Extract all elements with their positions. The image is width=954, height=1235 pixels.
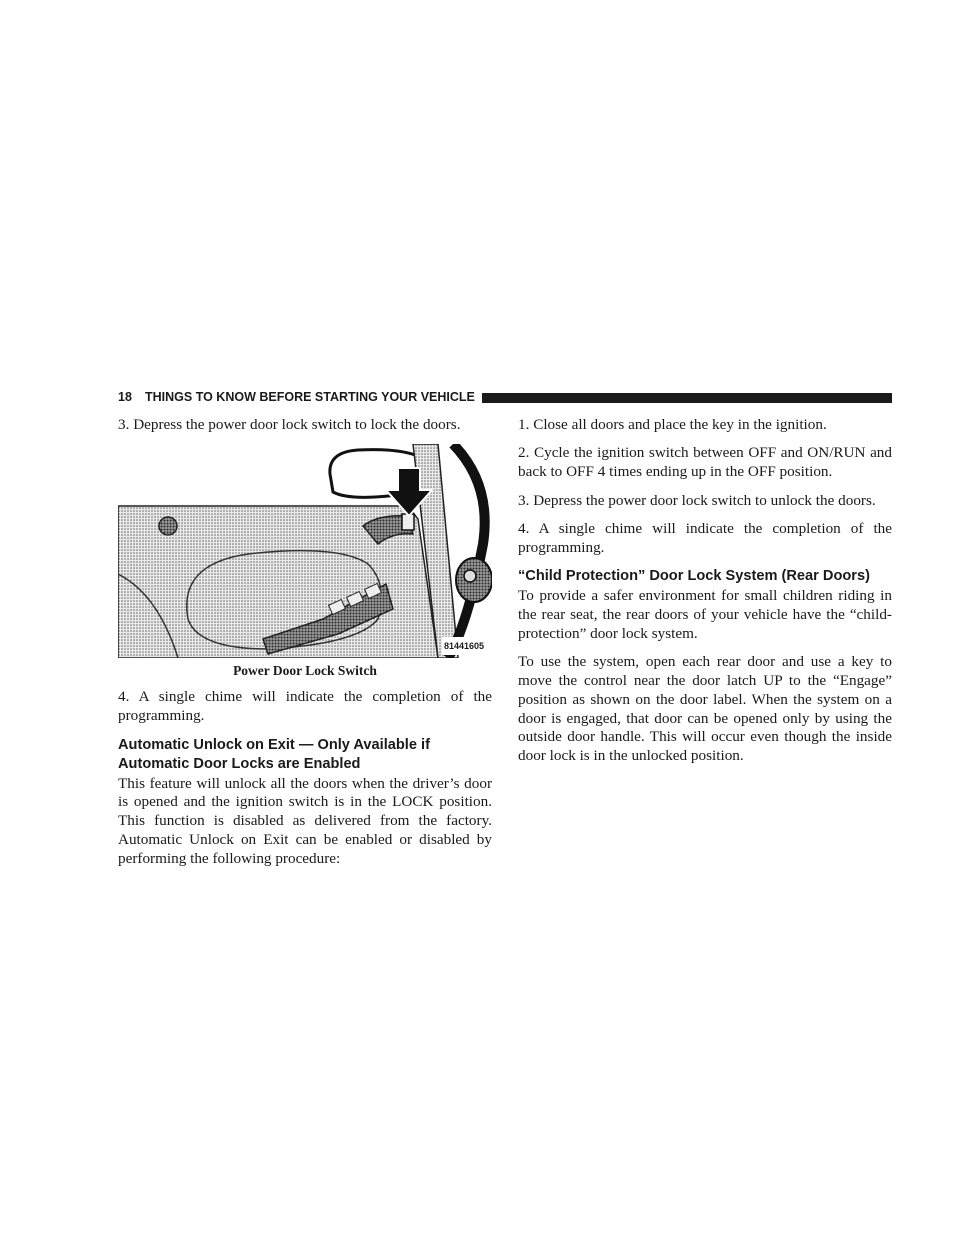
auto-unlock-body: This feature will unlock all the doors when the driver’s door is opened and the ignition switch is in the LOCK position. This function is disabled as delivered from the factory. Automatic Unlock on Exit can be enabled or disabled by performing the following procedure:	[118, 774, 492, 867]
figure-caption: Power Door Lock Switch	[233, 663, 377, 679]
left-column	[118, 416, 492, 878]
child-protection-usage: To use the system, open each rear door and use a key to move the control near the door latch UP to the “Engage” position as shown on the door label. When the system on a door is engaged, that door can be opened only by using the outside door handle. This will occur even though the inside door lock is in the unlocked position.	[518, 653, 892, 765]
page-number: 18	[118, 390, 133, 404]
child-protection-intro: To provide a safer environment for small children riding in the rear seat, the rear doors of your vehicle have the “child-protection” door lock system.	[518, 587, 892, 642]
step-4-chime-left: 4. A single chime will indicate the completion of the programming.	[118, 688, 492, 725]
heading-auto-unlock: Automatic Unlock on Exit — Only Available if Automatic Door Locks are Enabled	[118, 736, 430, 772]
heading-child-protection: “Child Protection” Door Lock System (Rear Doors)	[518, 568, 870, 585]
step-3-unlock: 3. Depress the power door lock switch to unlock the doors.	[518, 491, 876, 509]
door-lock-illustration	[118, 444, 492, 658]
step-4-chime-right: 4. A single chime will indicate the completion of the programming.	[518, 519, 892, 556]
figure-id: 81441605	[442, 637, 486, 656]
header-rule	[482, 393, 892, 403]
step-1-close-doors: 1. Close all doors and place the key in the ignition.	[518, 416, 827, 433]
door-panel-drawing	[118, 444, 492, 658]
page-header	[118, 388, 892, 408]
section-title: THINGS TO KNOW BEFORE STARTING YOUR VEHICLE	[145, 390, 475, 404]
right-column	[518, 416, 892, 776]
step-2-cycle-ignition: 2. Cycle the ignition switch between OFF and ON/RUN and back to OFF 4 times ending up in the OFF position.	[518, 444, 892, 481]
step-3-lock: 3. Depress the power door lock switch to lock the doors.	[118, 416, 461, 433]
